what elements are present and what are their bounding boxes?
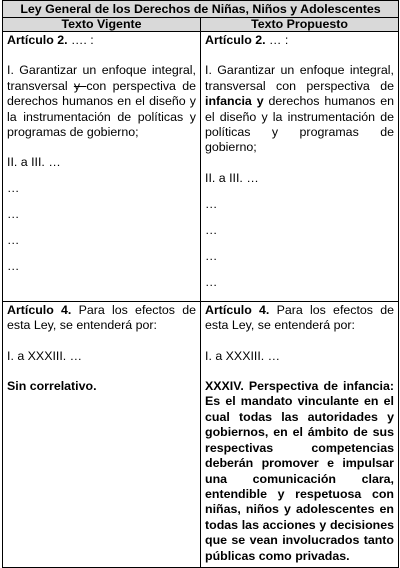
fraction-I-part-b: con perspectiva de derechos humanos en el diseño y la instrumentación de políticas y programas de gobierno; xyxy=(7,78,196,140)
table-row xyxy=(3,32,399,302)
cell-vigente-art2 xyxy=(3,32,201,302)
column-header-vigente: Texto Vigente xyxy=(3,18,201,32)
table-row xyxy=(3,301,399,567)
article-label: Artículo 2. xyxy=(205,33,266,47)
fraction-II-III: II. a III. … xyxy=(205,170,259,185)
added-text: infancia y xyxy=(205,94,264,109)
cell-propuesto-art2 xyxy=(201,32,399,302)
article-heading-tail: Para los efectos de esta Ley, se entenderá por: xyxy=(205,302,395,333)
article-2-heading xyxy=(205,33,394,48)
article-heading-tail: …. : xyxy=(67,33,94,47)
ellipsis-line: … xyxy=(205,222,218,237)
ellipsis-line: … xyxy=(7,181,20,196)
article-label: Artículo 2. xyxy=(7,33,68,47)
ellipsis-line: … xyxy=(205,274,218,289)
ellipsis-line: … xyxy=(205,196,218,211)
cell-vigente-art4 xyxy=(3,301,201,567)
article-4-heading xyxy=(7,303,196,334)
ellipsis-line: … xyxy=(7,233,20,248)
fraction-I-text xyxy=(205,63,394,155)
struck-text: y xyxy=(73,78,87,93)
article-label: Artículo 4. xyxy=(7,302,72,317)
fraction-I-part-a: I. Garantizar un enfoque integral, transversal con perspectiva de xyxy=(205,63,394,93)
table-header-row xyxy=(3,18,399,32)
column-header-propuesto: Texto Propuesto xyxy=(201,18,399,32)
fraction-I-part-a: I. Garantizar un enfoque integral, transversal xyxy=(7,63,196,93)
ellipsis-line: … xyxy=(205,248,218,263)
comparison-table xyxy=(2,0,399,568)
fraction-XXXIV: XXXIV. Perspectiva de infancia: Es el mandato vinculante en el cual todas las autoridades y gobiernos, en el ámbito de sus respectivas competencias deberán promover e impulsar una comunicación clara, entendible y respetuosa con niñas, niños y adolescentes en todas las acciones y decisiones que se vean involucrados tanto públicas como privadas. xyxy=(205,379,394,563)
fraction-I-XXXIII: I. a XXXIII. … xyxy=(7,348,83,363)
article-heading-tail: Para los efectos de esta Ley, se entenderá por: xyxy=(7,302,197,333)
article-2-heading xyxy=(7,33,196,48)
fraction-I-text xyxy=(7,63,196,140)
table-title: Ley General de los Derechos de Niñas, Niños y Adolescentes xyxy=(3,1,399,18)
ellipsis-line: … xyxy=(7,207,20,222)
table-title-row xyxy=(3,1,399,18)
article-label: Artículo 4. xyxy=(205,302,270,317)
article-4-heading xyxy=(205,303,394,334)
fraction-I-part-b: derechos humanos en el diseño y la instrumentación de políticas y programas de gobierno; xyxy=(205,94,394,155)
fraction-II-III: II. a III. … xyxy=(7,155,61,170)
ellipsis-line: … xyxy=(7,259,20,274)
article-heading-tail: … : xyxy=(265,33,289,47)
cell-propuesto-art4 xyxy=(201,301,399,567)
sin-correlativo: Sin correlativo. xyxy=(7,379,97,394)
fraction-I-XXXIII: I. a XXXIII. … xyxy=(205,348,281,363)
